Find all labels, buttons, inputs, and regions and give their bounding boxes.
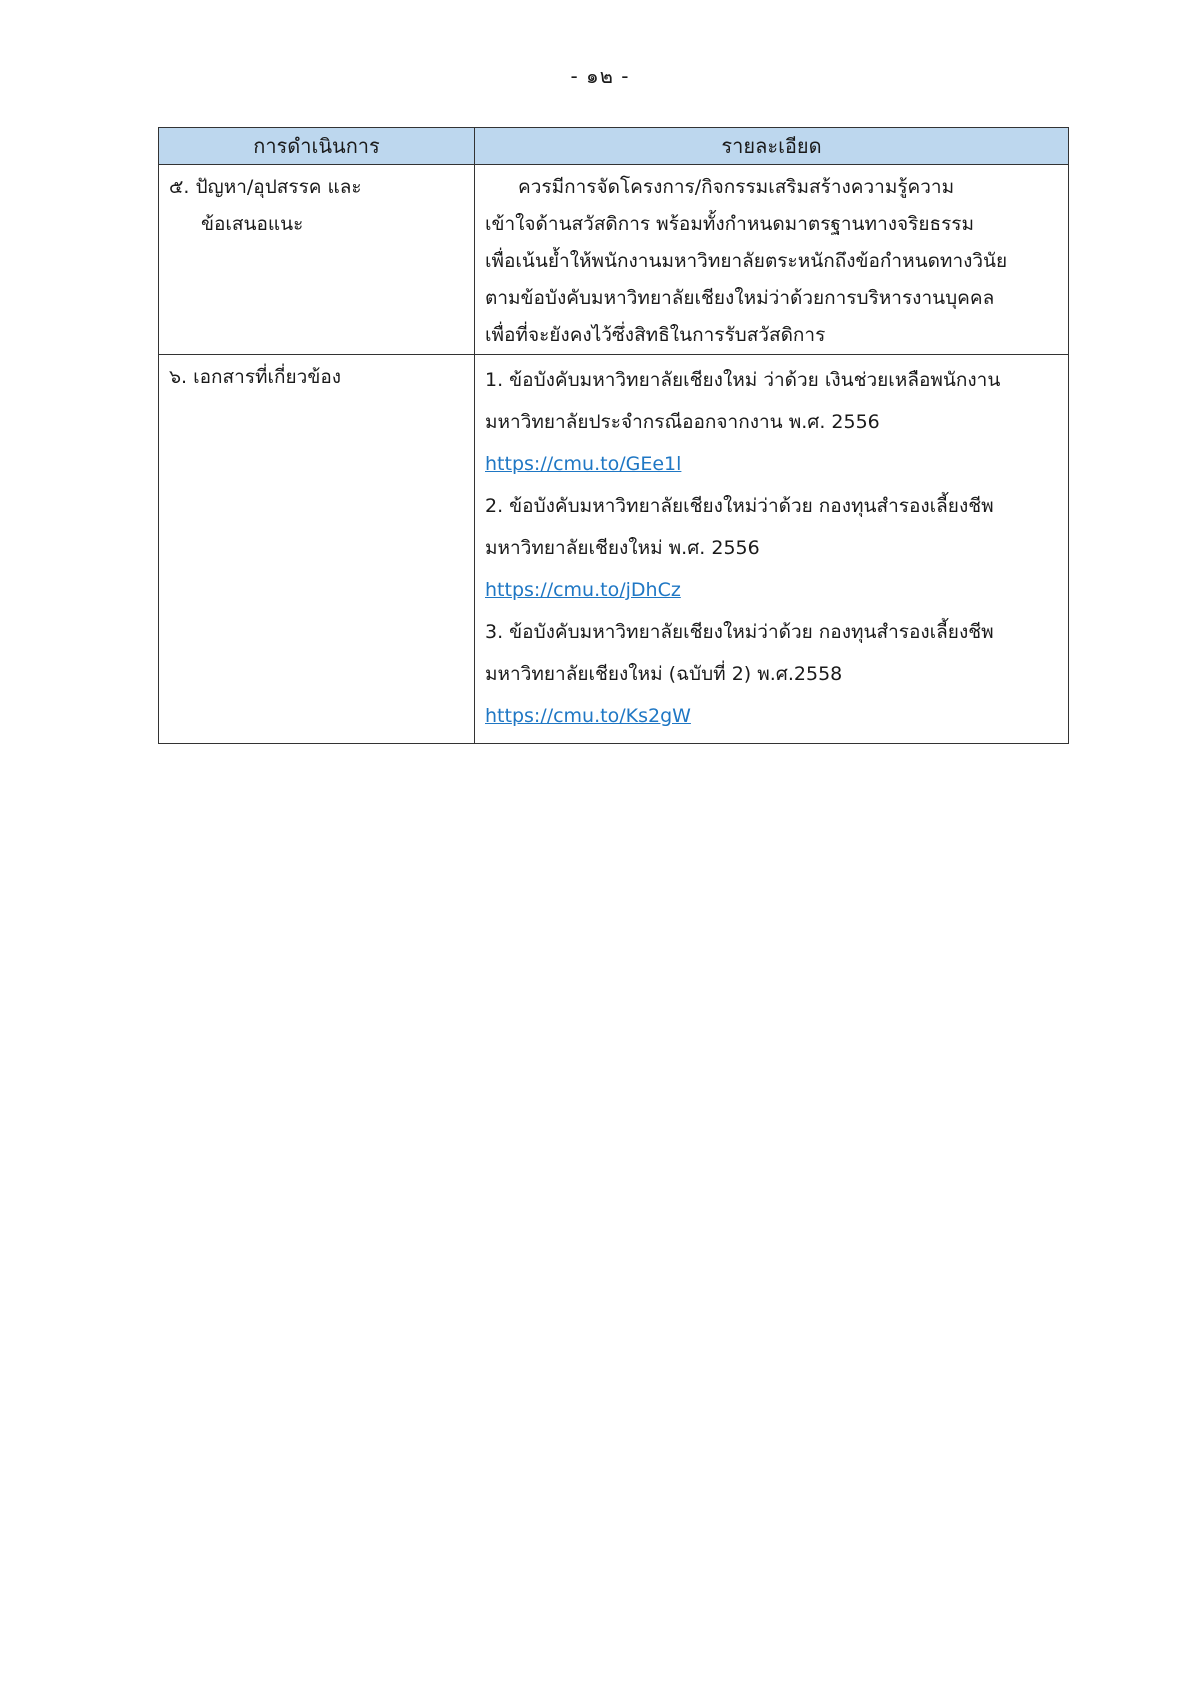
topic-documents: ๖. เอกสารที่เกี่ยวข้อง bbox=[169, 366, 342, 388]
detail-line-5: เพื่อที่จะยังคงไว้ซึ่งสิทธิในการรับสวัสดิการ bbox=[485, 324, 826, 346]
detail-line-3: เพื่อเน้นย้ำให้พนักงานมหาวิทยาลัยตระหนักถึงข้อกำหนดทางวินัย bbox=[485, 250, 1008, 272]
reference-3-link[interactable]: https://cmu.to/Ks2gW bbox=[485, 705, 691, 727]
reference-2-line1: 2. ข้อบังคับมหาวิทยาลัยเชียงใหม่ว่าด้วย กองทุนสำรองเลี้ยงชีพ bbox=[485, 495, 994, 517]
topic-problems-line2: ข้อเสนอแนะ bbox=[201, 213, 304, 235]
detail-line-4: ตามข้อบังคับมหาวิทยาลัยเชียงใหม่ว่าด้วยการบริหารงานบุคคล bbox=[485, 287, 995, 309]
detail-cell-documents bbox=[475, 355, 1069, 744]
table-row-documents bbox=[159, 355, 1069, 744]
detail-cell-problems bbox=[475, 165, 1069, 355]
reference-1-link[interactable]: https://cmu.to/GEe1l bbox=[485, 453, 682, 475]
reference-2-link[interactable]: https://cmu.to/jDhCz bbox=[485, 579, 681, 601]
page-number: - ๑๒ - bbox=[570, 64, 630, 88]
topic-problems-line1: ๕. ปัญหา/อุปสรรค และ bbox=[169, 176, 362, 198]
reference-3-line2: มหาวิทยาลัยเชียงใหม่ (ฉบับที่ 2) พ.ศ.2558 bbox=[485, 663, 843, 685]
topic-cell-documents bbox=[159, 355, 475, 744]
reference-3-line1: 3. ข้อบังคับมหาวิทยาลัยเชียงใหม่ว่าด้วย กองทุนสำรองเลี้ยงชีพ bbox=[485, 621, 994, 643]
header-operation: การดำเนินการ bbox=[159, 128, 475, 165]
reference-1-line2: มหาวิทยาลัยประจำกรณีออกจากงาน พ.ศ. 2556 bbox=[485, 411, 880, 433]
reference-2-line2: มหาวิทยาลัยเชียงใหม่ พ.ศ. 2556 bbox=[485, 537, 760, 559]
table-row-problems bbox=[159, 165, 1069, 355]
reference-1-line1: 1. ข้อบังคับมหาวิทยาลัยเชียงใหม่ ว่าด้วย เงินช่วยเหลือพนักงาน bbox=[485, 369, 1001, 391]
detail-line-2: เข้าใจด้านสวัสดิการ พร้อมทั้งกำหนดมาตรฐานทางจริยธรรม bbox=[485, 213, 975, 235]
table-header-row bbox=[159, 128, 1069, 165]
detail-line-1: ควรมีการจัดโครงการ/กิจกรรมเสริมสร้างความรู้ความ bbox=[518, 176, 955, 198]
header-details: รายละเอียด bbox=[475, 128, 1069, 165]
details-table bbox=[158, 127, 1069, 744]
topic-cell-problems bbox=[159, 165, 475, 355]
